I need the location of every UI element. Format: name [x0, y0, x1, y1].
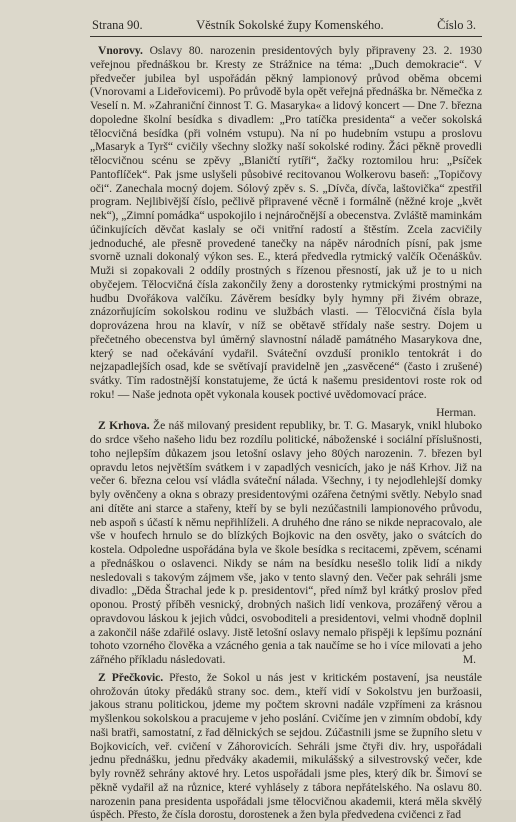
journal-title: Věstník Sokolské župy Komenského. [196, 18, 384, 32]
report-text: Přesto, že Sokol u nás jest v kritickém postavení, jsa neustále ohrožován útoky předáků strany soc. dem., kteří vidí v Sokolstvu jen buržoasii, jakous stranu politickou, jdeme my počtem skrovni nadále vzpřímeni za krásnou myšlenkou sokolskou a pracujeme v jeho poslání. Cvičíme jen v zimním období, kdy naši bratři, samostatní, z řad dělnických se sejdou. Zúčastnili jsme se župního sletu v Bojkovicích, veř. cvičení v Záhorovicích. Sehráli jsme čtyři div. hry, uspořádali jednu přednášku, jednu předváky akademii, mikulášský a silvestrovský večer, kde byly rovněž sehrány aktové hry. Letos uspořádali jsme ples, který dík br. Šimoví se pěkně vydařil až na různice, které vyhlásely z tábora nepřátelského. Na oslavu 80. narozenin pana presidenta uspořádali jsme tělocvičnou akademii, která měla skvělý úspěch. Přesto, že čísla dorostu, dorostenek a žen byla předvedena cvičenci z řad [90, 670, 482, 822]
report-title: Z Krhova. [98, 419, 150, 433]
report-signature: Herman. [436, 405, 476, 419]
page-header [90, 18, 482, 37]
report-title: Vnorovy. [98, 44, 143, 57]
article-body [90, 44, 482, 822]
issue-number: Číslo 3. [437, 18, 476, 32]
report-vnorovy [90, 44, 482, 402]
report-title: Z Přečkovic. [98, 670, 164, 684]
report-krhov [90, 419, 482, 667]
report-text: Oslavy 80. narozenin presidentových byly připraveny 23. 2. 1930 veřejnou přednáškou br. Kresty ze Strážnice na téma: „Duch demokracie“. V předvečer jubilea byl uspořádán pěkný lampionový průvod oběma obcemi (Vnorovami a Lideřovicemi). Po průvodě byla opět veřejná přednáška br. Němečka z Veselí n. M. »Zahraniční činnost T. G. Masaryka« a lidový koncert — Dne 7. března dopoledne školní besídka s divadlem: „Pro tatíčka presidenta“ a večer sokolská tělocvičná besídka (při volném vstupu). Na ní po hudebním vstupu a proslovu „Masaryk a Tyrš“ cvičily všechny složky naší sokolské rodiny. Žáci pěkně provedli tělocvičnou scénu se zpěvy „Blaničtí rytíři“, žačky roztomilou hru: „Psíček Pantoflíček“. Pak jsme uslyšeli působivé recitovanou Wolkerovu baseň: „Topičovy oči“. Zanechala mocný dojem. Sólový zpěv s. S. „Dívča, dívča, laštovička“ zpestřil program. Nejlibivější číslo, pečlivě připravené věcně i formálně (něžné kroje „květ nek“), „Zimní pomádka“ uspokojilo i nejnáročnější a obecenstva. Zvláště maminkám účinkujících děvčat kaslaly se oči vnitřní radostí a štěstím. Zcela zacvičily jednoduché, ale přesně provedené tanečky na nápěv národních písní, pak jsme svorně uznali dokonalý výkon ses. E., která předvedla rytmický valčík Očenáškův. Muži si zopakovali 2 oddíly prostných s řízenou přesností, jak už je to u nich obyčejem. Tělocvičná čísla zakončily ženy a dorostenky rytmickými prostnými na hudbu Dvořákova valčíku. Závěrem besídky byly hymny při živém obraze, znázorňujícím sokolskou rodinu ve službách vlasti. — Tělocvičná čísla byla doprovázena hrou na klavír, v níž se obětavě střídaly naše sestry. Dojem u přečetného obecenstva byl úměrný slavnostní náladě památného Masarykova dne, který se nad očekávání vydařil. Sváteční ovzduší proniklo tentokrát i do nejzapadlejších osad, kde se světívají pravidelně jen „zasvěcené“ (často i zrušené) svátky. Tím radostnější konstatujeme, že úctá k našemu presidentovi roste rok od roku! — Naše jednota opět vykonala kousek poctivé uvědomovací práce. [90, 44, 482, 401]
report-signature: M. [462, 653, 476, 666]
page-number: Strana 90. [92, 18, 143, 32]
report-text: Že náš milovaný president republiky, br. T. G. Masaryk, vnikl hluboko do srdce všeho našeho lidu bez rozdílu politické, náboženské i sociální příslušnosti, toho nejlepším důkazem jsou letošní oslavy jeho 80ých narozenin. 7. březen byl opravdu letos největším svátkem i v zapadlých vesnicích, jako je náš Krhov. Již na večer 6. března celou vsí vládla sváteční nálada. Všechny, i ty nejodlehlejší domky byly ověnčeny a okna s obrazy presidentovými ozářena četnými světly. Nebylo snad ani dítěte ani starce a stařeny, kteří by se byli nezúčastnili lampionového průvodu, neb aspoň s účastí k němu nepřihlíželi. A druhého dne ráno se nikde nepracovalo, ale vše v houfech hrnulo se do blízkých Bojkovic na den osvěty, jako o svátcích do kostela. Odpoledne uspořádána byla ve škole besídka s recitacemi, zpěvem, scénami a přednáškou o oslavenci. Nikdy se nám na besídku nesešlo tolik lidí a nikdy nesledovali s takovým zájmem vše, jako v tento slavný den. Večer pak sehráli jsme divadlo: „Děda Štrachal jede k p. presidentovi“, před nímž byl krátký proslov před oponou. Prostý příběh vesnický, drobných našich lidí venkova, prozářený věrou a opravdovou láskou k jejich vůdci, osvoboditeli a presidentovi, velmi vhodně doplnil a zakončil náše zdařilé oslavy. Jistě letošní oslavy nemalo přispěji k lepšímu poznání tohoto vzorného člověka a vzácného genia a tak naučíme se ho i více milovati a jeho zářného příkladu následovati. [90, 419, 482, 666]
report-preckovice [90, 671, 482, 822]
